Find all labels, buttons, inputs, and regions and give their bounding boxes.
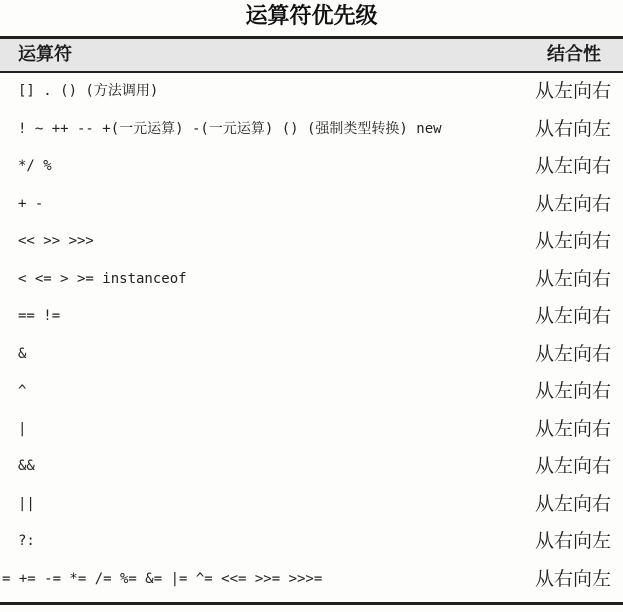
header-associativity: 结合性 bbox=[547, 44, 601, 65]
operator-cell: & bbox=[18, 345, 27, 362]
table-row bbox=[0, 111, 623, 149]
associativity-cell: 从左向右 bbox=[534, 417, 611, 440]
operator-cell: ^ bbox=[18, 383, 27, 399]
table-row bbox=[0, 486, 623, 524]
operator-cell: [] . () (方法调用) bbox=[18, 83, 159, 99]
associativity-cell: 从左向右 bbox=[534, 380, 611, 402]
table-header-row bbox=[0, 39, 623, 71]
operator-cell: == != bbox=[18, 308, 61, 324]
associativity-cell: 从左向右 bbox=[534, 342, 611, 365]
associativity-cell: 从右向左 bbox=[534, 567, 611, 590]
associativity-cell: 从左向右 bbox=[534, 305, 611, 327]
table-row bbox=[0, 73, 623, 111]
table-row bbox=[0, 223, 623, 261]
table-row bbox=[0, 261, 623, 299]
operator-cell: < <= > >= instanceof bbox=[18, 270, 187, 287]
table-row bbox=[0, 448, 623, 486]
associativity-cell: 从左向右 bbox=[534, 230, 611, 252]
table-row bbox=[0, 298, 623, 336]
table-row bbox=[0, 561, 623, 599]
page-title: 运算符优先级 bbox=[245, 4, 378, 29]
associativity-cell: 从右向左 bbox=[534, 530, 611, 552]
operator-cell: */ % bbox=[18, 158, 52, 174]
operator-cell: ?: bbox=[18, 533, 35, 549]
operator-cell: ! ~ ++ -- +(一元运算) -(一元运算) () (强制类型转换) new bbox=[18, 120, 442, 137]
operator-cell: = += -= *= /= %= &= |= ^= <<= >>= >>>= bbox=[2, 570, 323, 587]
operator-cell: + - bbox=[18, 195, 44, 212]
associativity-cell: 从左向右 bbox=[534, 155, 611, 177]
table-row bbox=[0, 523, 623, 561]
table-row bbox=[0, 411, 623, 449]
associativity-cell: 从左向右 bbox=[534, 192, 611, 215]
associativity-cell: 从右向左 bbox=[534, 117, 611, 140]
table-bottom-rule bbox=[0, 602, 623, 605]
operator-cell: << >> >>> bbox=[18, 233, 94, 249]
associativity-cell: 从左向右 bbox=[534, 80, 611, 102]
header-operator: 运算符 bbox=[18, 44, 72, 65]
operator-cell: | bbox=[18, 420, 27, 437]
table-body bbox=[0, 73, 623, 598]
associativity-cell: 从左向右 bbox=[534, 492, 611, 515]
table-row bbox=[0, 186, 623, 224]
table-row bbox=[0, 373, 623, 411]
associativity-cell: 从左向右 bbox=[534, 455, 611, 477]
associativity-cell: 从左向右 bbox=[534, 267, 611, 290]
table-row bbox=[0, 148, 623, 186]
table-row bbox=[0, 336, 623, 374]
operator-cell: || bbox=[18, 495, 35, 512]
operator-cell: && bbox=[18, 458, 35, 474]
